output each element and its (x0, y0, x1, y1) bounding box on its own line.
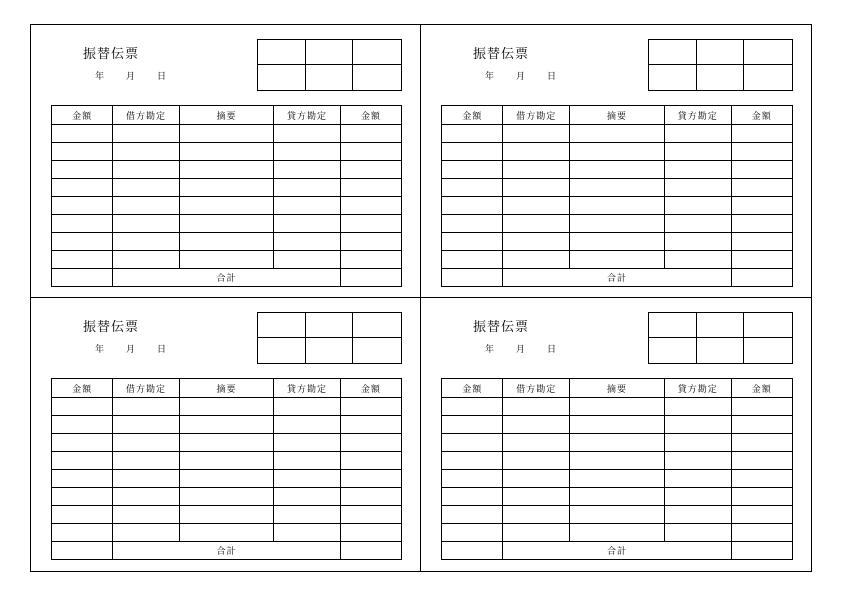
stamp-cell[interactable] (306, 65, 354, 90)
cell-amount-left[interactable] (52, 470, 113, 488)
cell-credit-account[interactable] (664, 251, 731, 269)
approval-stamp-box[interactable] (257, 39, 402, 91)
ledger-table (441, 105, 793, 287)
cell-debit-account[interactable] (113, 215, 180, 233)
cell-debit-account[interactable] (113, 398, 180, 416)
cell-amount-right[interactable] (340, 488, 401, 506)
table-row (442, 416, 793, 434)
slip-bottom-right (421, 298, 811, 571)
cell-amount-right[interactable] (340, 233, 401, 251)
cell-amount-left[interactable] (52, 434, 113, 452)
cell-amount-left[interactable] (442, 524, 503, 542)
cell-debit-account[interactable] (113, 143, 180, 161)
cell-credit-account[interactable] (274, 524, 341, 542)
cell-amount-left[interactable] (442, 452, 503, 470)
table-row (442, 398, 793, 416)
cell-amount-left[interactable] (442, 434, 503, 452)
cell-amount-right[interactable] (731, 434, 792, 452)
approval-stamp-box[interactable] (257, 312, 402, 364)
cell-amount-right[interactable] (731, 416, 792, 434)
cell-amount-right[interactable] (731, 488, 792, 506)
cell-debit-account[interactable] (503, 398, 570, 416)
cell-summary[interactable] (179, 416, 274, 434)
stamp-cell[interactable] (353, 65, 401, 90)
column-header-debit-account: 借方勘定 (503, 106, 570, 125)
cell-amount-left[interactable] (442, 125, 503, 143)
table-row (52, 179, 402, 197)
cell-credit-account[interactable] (274, 233, 341, 251)
stamp-cell[interactable] (697, 65, 745, 90)
column-header-credit-account: 貸方勘定 (664, 106, 731, 125)
cell-debit-account[interactable] (113, 251, 180, 269)
slip-header (441, 312, 793, 374)
table-row (52, 506, 402, 524)
cell-summary[interactable] (570, 470, 665, 488)
cell-credit-account[interactable] (664, 434, 731, 452)
stamp-cell[interactable] (744, 40, 792, 65)
stamp-cell[interactable] (649, 338, 697, 363)
slip-title: 振替伝票 (83, 319, 140, 334)
cell-debit-account[interactable] (113, 233, 180, 251)
cell-amount-left[interactable] (52, 125, 113, 143)
cell-debit-account[interactable] (503, 434, 570, 452)
cell-amount-left[interactable] (442, 143, 503, 161)
stamp-cell[interactable] (258, 65, 306, 90)
table-row (52, 524, 402, 542)
stamp-cell[interactable] (306, 338, 354, 363)
column-header-debit-account: 借方勘定 (503, 379, 570, 398)
column-header-debit-account: 借方勘定 (113, 379, 180, 398)
stamp-cell[interactable] (649, 65, 697, 90)
cell-debit-account[interactable] (503, 452, 570, 470)
cell-debit-account[interactable] (503, 143, 570, 161)
total-amount-left[interactable] (52, 269, 113, 287)
total-amount-left[interactable] (442, 542, 503, 560)
approval-stamp-box[interactable] (648, 39, 793, 91)
table-header-row (52, 106, 402, 125)
cell-amount-right[interactable] (731, 125, 792, 143)
cell-credit-account[interactable] (274, 488, 341, 506)
total-label: 合計 (503, 542, 731, 560)
table-row (442, 506, 793, 524)
cell-credit-account[interactable] (274, 251, 341, 269)
date-year-label: 年 (485, 71, 495, 81)
cell-credit-account[interactable] (274, 179, 341, 197)
cell-amount-left[interactable] (442, 470, 503, 488)
cell-credit-account[interactable] (664, 125, 731, 143)
cell-summary[interactable] (570, 125, 665, 143)
table-row (52, 470, 402, 488)
slip-title: 振替伝票 (473, 319, 530, 334)
table-row (52, 251, 402, 269)
table-header-row (52, 379, 402, 398)
cell-summary[interactable] (179, 251, 274, 269)
cell-amount-right[interactable] (731, 161, 792, 179)
cell-amount-left[interactable] (52, 143, 113, 161)
column-header-amount-left: 金額 (52, 106, 113, 125)
cell-amount-right[interactable] (340, 161, 401, 179)
cell-summary[interactable] (179, 452, 274, 470)
table-row (442, 215, 793, 233)
cell-summary[interactable] (570, 251, 665, 269)
cell-summary[interactable] (570, 434, 665, 452)
cell-amount-right[interactable] (340, 506, 401, 524)
column-header-debit-account: 借方勘定 (113, 106, 180, 125)
cell-amount-left[interactable] (52, 161, 113, 179)
cell-amount-right[interactable] (731, 179, 792, 197)
cell-debit-account[interactable] (113, 197, 180, 215)
cell-debit-account[interactable] (503, 506, 570, 524)
cell-summary[interactable] (179, 233, 274, 251)
table-row (52, 434, 402, 452)
stamp-cell[interactable] (744, 338, 792, 363)
cell-amount-right[interactable] (731, 143, 792, 161)
cell-credit-account[interactable] (664, 452, 731, 470)
cell-credit-account[interactable] (664, 179, 731, 197)
cell-debit-account[interactable] (113, 125, 180, 143)
cell-amount-right[interactable] (731, 398, 792, 416)
cell-summary[interactable] (179, 125, 274, 143)
cell-amount-left[interactable] (52, 488, 113, 506)
cell-amount-right[interactable] (340, 470, 401, 488)
cell-amount-right[interactable] (731, 506, 792, 524)
cell-summary[interactable] (179, 215, 274, 233)
cell-debit-account[interactable] (113, 434, 180, 452)
column-header-amount-left: 金額 (442, 379, 503, 398)
cell-credit-account[interactable] (274, 398, 341, 416)
cell-amount-right[interactable] (340, 452, 401, 470)
date-year-label: 年 (95, 71, 105, 81)
cell-credit-account[interactable] (274, 506, 341, 524)
date-month-label: 月 (516, 344, 526, 354)
cell-summary[interactable] (570, 215, 665, 233)
cell-amount-left[interactable] (52, 416, 113, 434)
cell-summary[interactable] (570, 488, 665, 506)
cell-amount-right[interactable] (731, 233, 792, 251)
slip-title: 振替伝票 (83, 46, 140, 61)
cell-summary[interactable] (570, 398, 665, 416)
table-row (442, 179, 793, 197)
table-row (52, 452, 402, 470)
cell-summary[interactable] (179, 179, 274, 197)
cell-debit-account[interactable] (503, 197, 570, 215)
stamp-cell[interactable] (258, 313, 306, 338)
cell-summary[interactable] (570, 416, 665, 434)
cell-amount-left[interactable] (52, 233, 113, 251)
column-header-credit-account: 貸方勘定 (274, 379, 341, 398)
date-line (95, 69, 166, 82)
cell-amount-right[interactable] (731, 470, 792, 488)
cell-amount-right[interactable] (731, 215, 792, 233)
column-header-amount-right: 金額 (340, 379, 401, 398)
column-header-summary: 摘要 (179, 379, 274, 398)
cell-credit-account[interactable] (664, 233, 731, 251)
cell-amount-left[interactable] (52, 506, 113, 524)
cell-amount-right[interactable] (731, 251, 792, 269)
cell-amount-left[interactable] (442, 506, 503, 524)
total-amount-right[interactable] (731, 542, 792, 560)
cell-summary[interactable] (570, 161, 665, 179)
date-line (95, 342, 166, 355)
cell-debit-account[interactable] (113, 452, 180, 470)
cell-debit-account[interactable] (503, 215, 570, 233)
cell-debit-account[interactable] (113, 179, 180, 197)
column-header-amount-right: 金額 (340, 106, 401, 125)
table-header-row (442, 106, 793, 125)
stamp-cell[interactable] (649, 40, 697, 65)
slip-header (51, 312, 402, 374)
table-row (52, 488, 402, 506)
slip-bottom-left (31, 298, 421, 571)
cell-credit-account[interactable] (274, 416, 341, 434)
date-day-label: 日 (157, 71, 167, 81)
table-total-row (52, 269, 402, 287)
cell-credit-account[interactable] (664, 488, 731, 506)
cell-credit-account[interactable] (664, 215, 731, 233)
ledger-table (51, 378, 402, 560)
cell-debit-account[interactable] (503, 251, 570, 269)
stamp-cell[interactable] (697, 40, 745, 65)
stamp-cell[interactable] (697, 338, 745, 363)
cell-amount-left[interactable] (442, 179, 503, 197)
cell-credit-account[interactable] (274, 143, 341, 161)
table-row (52, 233, 402, 251)
cell-amount-left[interactable] (52, 179, 113, 197)
column-header-amount-right: 金額 (731, 379, 792, 398)
table-row (442, 125, 793, 143)
table-row (442, 488, 793, 506)
stamp-cell[interactable] (649, 313, 697, 338)
date-day-label: 日 (547, 71, 557, 81)
total-amount-right[interactable] (340, 269, 401, 287)
slip-title: 振替伝票 (473, 46, 530, 61)
cell-amount-right[interactable] (340, 179, 401, 197)
table-row (442, 197, 793, 215)
cell-credit-account[interactable] (274, 434, 341, 452)
table-row (442, 524, 793, 542)
date-month-label: 月 (126, 344, 136, 354)
cell-amount-right[interactable] (340, 251, 401, 269)
cell-debit-account[interactable] (503, 416, 570, 434)
slip-content (51, 39, 402, 287)
cell-credit-account[interactable] (664, 470, 731, 488)
cell-summary[interactable] (179, 143, 274, 161)
cell-amount-right[interactable] (340, 434, 401, 452)
table-header-row (442, 379, 793, 398)
table-row (442, 161, 793, 179)
table-row (442, 434, 793, 452)
cell-credit-account[interactable] (664, 197, 731, 215)
total-amount-right[interactable] (731, 269, 792, 287)
cell-amount-left[interactable] (442, 197, 503, 215)
total-amount-right[interactable] (340, 542, 401, 560)
cell-amount-left[interactable] (52, 524, 113, 542)
slip-header (51, 39, 402, 101)
date-day-label: 日 (157, 344, 167, 354)
cell-amount-right[interactable] (340, 125, 401, 143)
table-row (442, 470, 793, 488)
cell-credit-account[interactable] (274, 452, 341, 470)
cell-credit-account[interactable] (664, 506, 731, 524)
cell-debit-account[interactable] (113, 161, 180, 179)
total-label: 合計 (113, 542, 341, 560)
date-line (485, 69, 556, 82)
cell-debit-account[interactable] (503, 161, 570, 179)
cell-amount-right[interactable] (731, 197, 792, 215)
stamp-cell[interactable] (258, 338, 306, 363)
cell-summary[interactable] (179, 524, 274, 542)
cell-amount-right[interactable] (340, 197, 401, 215)
column-header-amount-right: 金額 (731, 106, 792, 125)
ledger-table (441, 378, 793, 560)
cell-amount-right[interactable] (340, 398, 401, 416)
cell-amount-left[interactable] (442, 398, 503, 416)
cell-amount-right[interactable] (340, 524, 401, 542)
cell-debit-account[interactable] (503, 233, 570, 251)
table-row (442, 233, 793, 251)
table-row (442, 251, 793, 269)
stamp-cell[interactable] (353, 313, 401, 338)
cell-summary[interactable] (179, 161, 274, 179)
cell-amount-left[interactable] (442, 215, 503, 233)
column-header-amount-left: 金額 (442, 106, 503, 125)
cell-credit-account[interactable] (274, 161, 341, 179)
cell-debit-account[interactable] (503, 470, 570, 488)
cell-amount-left[interactable] (442, 488, 503, 506)
cell-amount-right[interactable] (340, 143, 401, 161)
cell-amount-left[interactable] (442, 233, 503, 251)
slip-header (441, 39, 793, 101)
stamp-cell[interactable] (353, 338, 401, 363)
approval-stamp-box[interactable] (648, 312, 793, 364)
cell-amount-right[interactable] (731, 524, 792, 542)
cell-credit-account[interactable] (664, 524, 731, 542)
cell-debit-account[interactable] (503, 488, 570, 506)
table-total-row (442, 542, 793, 560)
table-row (52, 161, 402, 179)
column-header-credit-account: 貸方勘定 (664, 379, 731, 398)
column-header-amount-left: 金額 (52, 379, 113, 398)
cell-credit-account[interactable] (664, 143, 731, 161)
cell-amount-left[interactable] (52, 398, 113, 416)
table-row (442, 452, 793, 470)
cell-amount-left[interactable] (442, 251, 503, 269)
table-total-row (442, 269, 793, 287)
slip-grid (31, 25, 811, 571)
stamp-cell[interactable] (744, 65, 792, 90)
stamp-cell[interactable] (258, 40, 306, 65)
cell-credit-account[interactable] (664, 398, 731, 416)
slip-top-right (421, 25, 811, 298)
stamp-cell[interactable] (697, 313, 745, 338)
cell-amount-left[interactable] (52, 251, 113, 269)
cell-summary[interactable] (570, 197, 665, 215)
date-line (485, 342, 556, 355)
total-label: 合計 (503, 269, 731, 287)
date-month-label: 月 (126, 71, 136, 81)
cell-summary[interactable] (179, 197, 274, 215)
cell-debit-account[interactable] (113, 416, 180, 434)
table-row (52, 416, 402, 434)
cell-credit-account[interactable] (274, 215, 341, 233)
cell-summary[interactable] (570, 506, 665, 524)
ledger-table (51, 105, 402, 287)
cell-credit-account[interactable] (274, 125, 341, 143)
cell-amount-right[interactable] (340, 215, 401, 233)
date-day-label: 日 (547, 344, 557, 354)
total-amount-left[interactable] (442, 269, 503, 287)
cell-amount-left[interactable] (52, 197, 113, 215)
cell-summary[interactable] (570, 143, 665, 161)
column-header-summary: 摘要 (179, 106, 274, 125)
stamp-cell[interactable] (306, 313, 354, 338)
slip-top-left (31, 25, 421, 298)
table-row (442, 143, 793, 161)
cell-debit-account[interactable] (113, 524, 180, 542)
cell-debit-account[interactable] (503, 524, 570, 542)
cell-amount-right[interactable] (731, 452, 792, 470)
cell-summary[interactable] (570, 524, 665, 542)
cell-credit-account[interactable] (664, 161, 731, 179)
cell-credit-account[interactable] (664, 416, 731, 434)
table-row (52, 125, 402, 143)
cell-summary[interactable] (179, 488, 274, 506)
column-header-summary: 摘要 (570, 379, 665, 398)
slip-content (51, 312, 402, 561)
cell-debit-account[interactable] (113, 488, 180, 506)
cell-summary[interactable] (179, 434, 274, 452)
date-month-label: 月 (516, 71, 526, 81)
total-amount-left[interactable] (52, 542, 113, 560)
cell-summary[interactable] (570, 233, 665, 251)
column-header-summary: 摘要 (570, 106, 665, 125)
table-total-row (52, 542, 402, 560)
cell-debit-account[interactable] (113, 506, 180, 524)
cell-debit-account[interactable] (503, 125, 570, 143)
cell-amount-left[interactable] (442, 416, 503, 434)
slip-content (441, 312, 793, 561)
slip-content (441, 39, 793, 287)
table-row (52, 143, 402, 161)
date-year-label: 年 (95, 344, 105, 354)
column-header-credit-account: 貸方勘定 (274, 106, 341, 125)
cell-amount-right[interactable] (340, 416, 401, 434)
date-year-label: 年 (485, 344, 495, 354)
stamp-cell[interactable] (353, 40, 401, 65)
table-row (52, 197, 402, 215)
table-row (52, 398, 402, 416)
cell-amount-left[interactable] (52, 452, 113, 470)
cell-summary[interactable] (179, 506, 274, 524)
table-row (52, 215, 402, 233)
cell-credit-account[interactable] (274, 197, 341, 215)
cell-credit-account[interactable] (274, 470, 341, 488)
cell-summary[interactable] (179, 470, 274, 488)
total-label: 合計 (113, 269, 341, 287)
cell-debit-account[interactable] (113, 470, 180, 488)
cell-summary[interactable] (570, 452, 665, 470)
stamp-cell[interactable] (744, 313, 792, 338)
cell-amount-left[interactable] (52, 215, 113, 233)
cell-summary[interactable] (570, 179, 665, 197)
stamp-cell[interactable] (306, 40, 354, 65)
cell-debit-account[interactable] (503, 179, 570, 197)
cell-amount-left[interactable] (442, 161, 503, 179)
cell-summary[interactable] (179, 398, 274, 416)
